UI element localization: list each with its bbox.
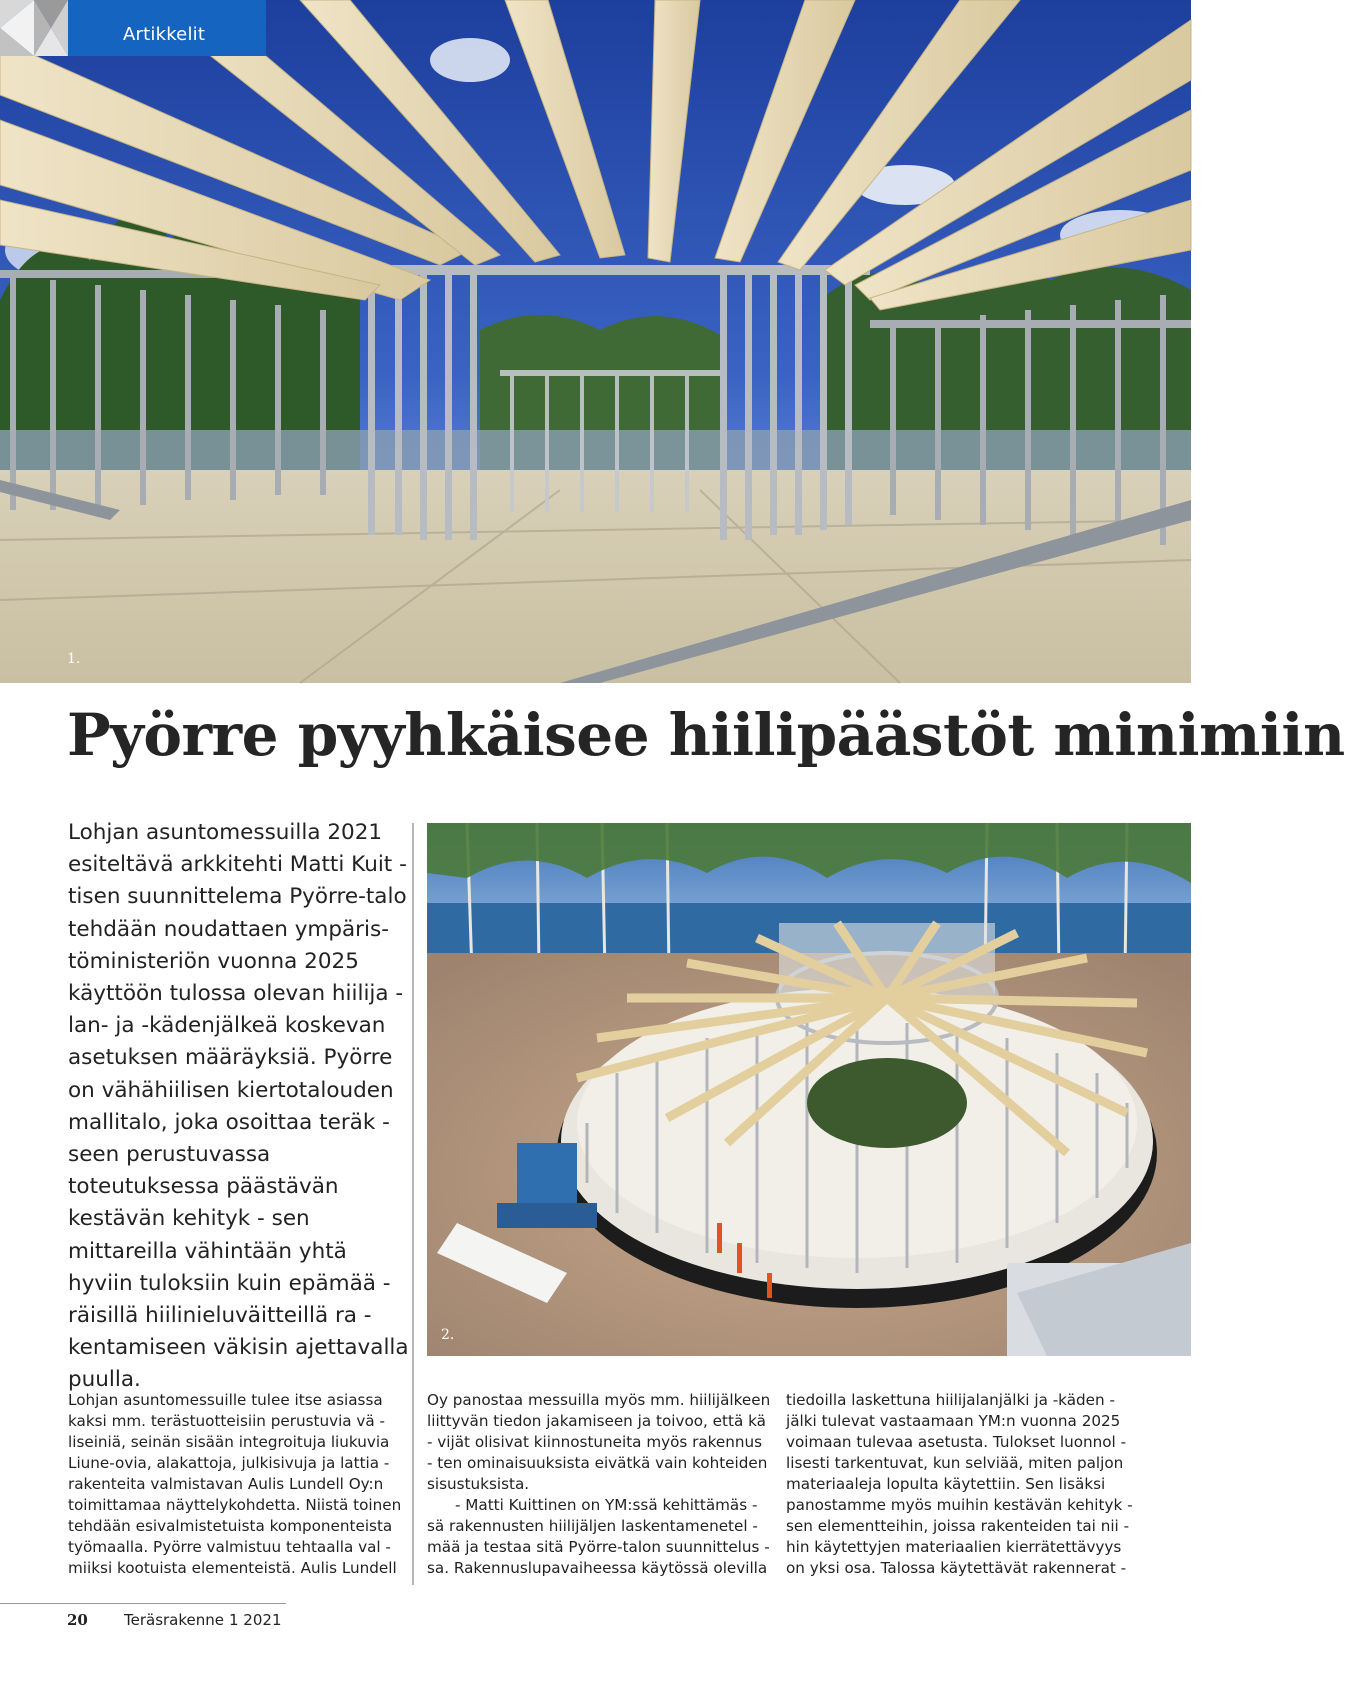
- body-paragraph: Oy panostaa messuilla myös mm. hiilijälkeen liittyvän tiedon jakamiseen ja toivoo, että kä - vijät olisivat kiinnostuneita myös rakennus - ten ominaisuuksista eivätkä vain kohteiden sisustuksista.: [427, 1391, 771, 1493]
- page-number: 20: [67, 1611, 88, 1629]
- body-paragraph: - Matti Kuittinen on YM:ssä kehittämäs - sä rakennusten hiilijäljen laskentamenetel - mää ja testaa sitä Pyörre-talon suunnittelus - sa. Rakennuslupavaiheessa käytössä olevilla: [427, 1496, 770, 1577]
- body-paragraph: tiedoilla laskettuna hiilijalanjälki ja -käden - jälki tulevat vastaamaan YM:n vuonna 2025 voimaan tulevaa asetusta. Tulokset luonnol - lisesti tarkentuvat, kun selviää, miten paljon materiaaleja lopulta käytettiin. Sen lisäksi panostamme myös muihin kestävän kehityk - sen elementteihin, joissa rakenteiden tai nii - hin käytettyjen materiaalien kierrätettävyys on yksi osa. Talossa käytettävät rakennerat -: [786, 1391, 1133, 1577]
- issue-number: 1 2021: [229, 1611, 282, 1629]
- magazine-name: Teräsrakenne: [124, 1611, 224, 1629]
- photo1-caption-number: 1.: [67, 651, 81, 667]
- column-divider: [412, 823, 414, 1585]
- photo-aerial-round-frame: [427, 823, 1191, 1356]
- body-column-1: [68, 1390, 404, 1579]
- footer-rule: [0, 1603, 286, 1604]
- section-tab-label: Artikkelit: [123, 24, 206, 45]
- photo-construction-rafters: [0, 0, 1191, 683]
- photo2-caption-number: 2.: [441, 1327, 455, 1343]
- body-paragraph: Lohjan asuntomessuille tulee itse asiassa kaksi mm. terästuotteisiin perustuvia vä - liseiniä, seinän sisään integroituja liukuvia Liune-ovia, alakattoja, julkisivuja ja lattia - rakenteita valmistavan Aulis Lundell Oy:n toimittamaa näyttelykohdetta. Niistä toinen tehdään esivalmistetuista komponenteista työmaalla. Pyörre valmistuu tehtaalla val - miiksi kootuista elementeistä. Aulis Lundell: [68, 1391, 402, 1577]
- body-column-2: [427, 1390, 771, 1579]
- article-headline: Pyörre pyyhkäisee hiilipäästöt minimiin: [67, 701, 1345, 769]
- lead-paragraph: Lohjan asuntomessuilla 2021 esiteltävä arkkitehti Matti Kuit - tisen suunnittelema Pyörre-talo tehdään noudattaen ympäris- töministeriön vuonna 2025 käyttöön tulossa olevan hiilija - lan- ja -kädenjälkeä koskevan asetuksen määräyksiä. Pyörre on vähähiilisen kiertotalouden mallitalo, joka osoittaa teräk - seen perustuvassa toteutuksessa päästävän kestävän kehityk - sen mittareilla vähintään yhtä hyviin tuloksiin kuin epämää - räisillä hiilinieluväitteillä ra - kentamiseen väkisin ajettavalla puulla.: [68, 820, 409, 1393]
- tab-pattern-icon: [0, 0, 68, 56]
- body-column-3: [786, 1390, 1142, 1579]
